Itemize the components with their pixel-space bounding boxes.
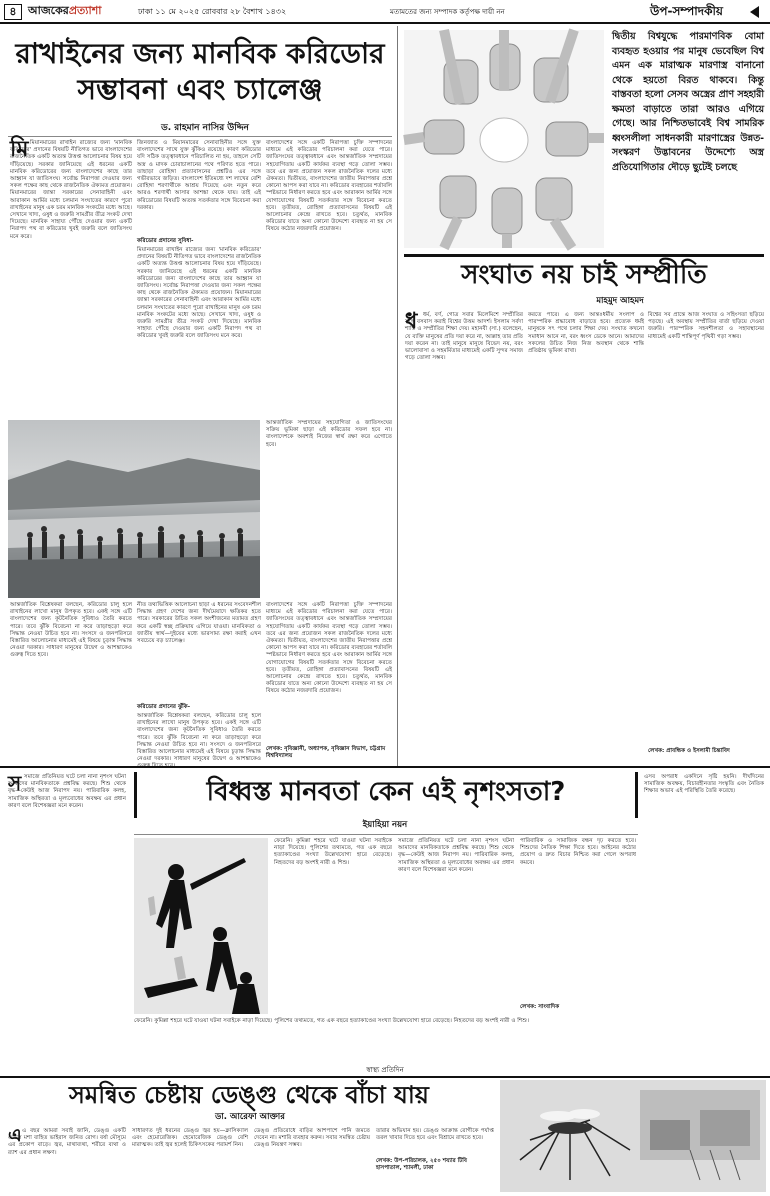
disclaimer: মতামতের জন্য সম্পাদক কর্তৃপক্ষ দায়ী নন <box>390 8 505 16</box>
article1-lower-col2 <box>137 602 261 762</box>
article1-headline-line2: সম্ভাবনা এবং চ্যালেঞ্জ <box>77 73 323 106</box>
article1-byline-rule <box>8 136 392 137</box>
article2-author-note: লেখক: প্রাবন্ধিক ও ইসলামী চিন্তাবিদ <box>648 748 730 754</box>
header-rule <box>0 22 770 24</box>
article3-left-col: সমাজে প্রতিনিয়ত ঘটে চলা নানা নৃশংস ঘটনা আমাদের মানবিকতাকে প্রশ্নবিদ্ধ করছে। শিশু থেকে বৃদ্ধ—কেউই আজ নিরাপদ নয়। পারিবারিক কলহ, সামাজিক অস্থিরতা ও মূল্যবোধের অবক্ষয় এর প্রধান কারণ বলে বিশেষজ্ঞরা মনে করেন। <box>8 774 126 809</box>
article1-lower-col2-text: নীত তথ্যভিত্তিক আলোচনা ছাড়া এ ধরনের সংবেদনশীল সিদ্ধান্ত গ্রহণ দেশের জন্য দীর্ঘমেয়াদে ক্ষতিকর হতে পারে। সরকারের উচিত সকল অংশীজনের মতামত গ্রহণ করে একটি স্বচ্ছ প্রক্রিয়ায় এগিয়ে যাওয়া। মানবিকতা ও জাতীয় স্বার্থ—দুইয়ের মধ্যে ভারসাম্য রক্ষা করাই এখন সবচেয়ে বড় চ্যালেঞ্জ। <box>137 602 261 645</box>
pullquote: দ্বিতীয় বিশ্বযুদ্ধে পারমাণবিক বোমা ব্যবহৃত হওয়ার পর মানুষ ভেবেছিল বিশ্ব এমন এক মারাত্মক মারণাস্ত্র বানানো থেকে হয়তো বিরত থাকবে। কিন্তু বাস্তবতা হলো সেসব অস্ত্রের প্রাণ সহহারী ক্ষমতা বাড়াতে তারা আরও এগিয়ে গেছে। আর নিশ্চিতভাবেই বিশ্ব সামরিক ধ্বংসলীলা সাধনকারী মারণাস্ত্রের উন্নত-সংস্করণ উদ্ভাবনের উদ্দেশ্যে অস্ত্র প্রতিযোগিতার দৌড়ে ছুটেই চলছে <box>612 31 764 173</box>
article1-col2-text: জিনজাত ও মিয়ানমারের সেনাবাহিনীর সঙ্গে যুক্ত বাংলাদেশের সাথে যুক্ত ঝুঁকিও রয়েছে। কারণ করিডোর যদি সঠিক তত্ত্বাবধানে পরিচালিত না হয়, তাহলে সেটি অস্ত্র ও মাদক চোরাচালানের পথে পরিণত হতে পারে। তাছাড়া রোহিঙ্গা প্রত্যাবাসনের প্রশ্নটিও এর সঙ্গে গভীরভাবে জড়িত। বাংলাদেশ ইতিমধ্যে দশ লাখের বেশি রোহিঙ্গা শরণার্থীকে আশ্রয় দিয়েছে এবং নতুন করে আরও শরণার্থী আসার আশঙ্কা থেকে যায়। তাই এই করিডোরের বিষয়টি অত্যন্ত সতর্কতার সঙ্গে বিবেচনা করা দরকার। <box>137 140 261 211</box>
article1-lower-col3: বাংলাদেশের সঙ্গে একটি নিরাপত্তা চুক্তি সম্পাদনের মাধ্যমে এই করিডোর পরিচালনা করা যেতে পারে। জাতিসংঘের তত্ত্বাবধানে এবং আন্তর্জাতিক সম্প্রদায়ের সহযোগিতায় একটি কার্যকর ব্যবস্থা গড়ে তোলা সম্ভব। তবে এর জন্য প্রয়োজন সকল রাজনৈতিক দলের মধ্যে ঐকমত্য। দ্বিতীয়ত, বাংলাদেশের জাতীয় নিরাপত্তার প্রশ্নে কোনো আপস করা যাবে না। করিডোর ব্যবহারের শর্তাবলি স্পষ্টভাবে নির্ধারণ করতে হবে এবং আরাকান আর্মির সঙ্গে যোগাযোগের বিষয়টি সতর্কতার সঙ্গে বিবেচনা করতে হবে। তৃতীয়ত, রোহিঙ্গা প্রত্যাবাসনের বিষয়টি এই আলোচনার কেন্দ্রে রাখতে হবে। চতুর্থত, মানবিক করিডোর যাতে অন্য কোনো উদ্দেশ্যে ব্যবহৃত না হয় সে বিষয়ে কঠোর নজরদারি প্রয়োজন। <box>266 602 392 695</box>
fists-art <box>404 30 604 248</box>
refugee-photo <box>8 420 260 598</box>
article4-col4-text: তারার অভিযান হয়। ডেঙ্গু আক্রান্ত রোগীকে পর্যাপ্ত তরল খাবার দিতে হবে এবং বিশ্রামে রাখতে হবে। <box>376 1128 494 1142</box>
article3-right-col: পারিবারিক ও সামাজিক বন্ধন দৃঢ় করতে হবে। শিশুদের নৈতিক শিক্ষা দিতে হবে। আইনের কঠোর প্রয়োগ ও দ্রুত বিচার নিশ্চিত করা গেলে অপরাধ কমবে। <box>520 838 636 866</box>
article4-headline: সমন্বিত চেষ্টায় ডেঙ্গু থেকে বাঁচা যায় <box>69 1081 429 1109</box>
article1-dropcap: মি <box>10 137 29 162</box>
article1-headline-line1: রাখাইনের জন্য মানবিক করিডোর <box>15 37 385 70</box>
violence-illustration <box>134 838 268 1014</box>
article3-mid-col2: সমাজে প্রতিনিয়ত ঘটে চলা নানা নৃশংস ঘটনা আমাদের মানবিকতাকে প্রশ্নবিদ্ধ করছে। শিশু থেকে বৃদ্ধ—কেউই আজ নিরাপদ নয়। পারিবারিক কলহ, সামাজিক অস্থিরতা ও মূল্যবোধের অবক্ষয় এর প্রধান কারণ বলে বিশেষজ্ঞরা মনে করেন। <box>398 838 514 873</box>
article1-col3: বাংলাদেশের সঙ্গে একটি নিরাপত্তা চুক্তি সম্পাদনের মাধ্যমে এই করিডোর পরিচালনা করা যেতে পারে। জাতিসংঘের তত্ত্বাবধানে এবং আন্তর্জাতিক সম্প্রদায়ের সহযোগিতায় একটি কার্যকর ব্যবস্থা গড়ে তোলা সম্ভব। তবে এর জন্য প্রয়োজন সকল রাজনৈতিক দলের মধ্যে ঐকমত্য। দ্বিতীয়ত, বাংলাদেশের জাতীয় নিরাপত্তার প্রশ্নে কোনো আপস করা যাবে না। করিডোর ব্যবহারের শর্তাবলি স্পষ্টভাবে নির্ধারণ করতে হবে এবং আরাকান আর্মির সঙ্গে যোগাযোগের বিষয়টি সতর্কতার সঙ্গে বিবেচনা করতে হবে। তৃতীয়ত, রোহিঙ্গা প্রত্যাবাসনের বিষয়টি এই আলোচনার কেন্দ্রে রাখতে হবে। চতুর্থত, মানবিক করিডোর যাতে অন্য কোনো উদ্দেশ্যে ব্যবহৃত না হয় সে বিষয়ে কঠোর নজরদারি প্রয়োজন। <box>266 140 392 233</box>
article1-col2-text-b: মিয়ানমারের রাখাইন রাজ্যের জন্য 'মানবিক করিডোর' প্রদানের বিষয়টি নীতিগত ভাবে বাংলাদেশের রাজনৈতিক একটি অত্যন্ত উত্তপ্ত আলোচনার বিষয় হয়ে দাঁড়িয়েছে। সরকার জানিয়েছে এই ধরনের একটি মানবিক করিডোরের জন্য বাংলাদেশের কাছে তার আহ্বান যা জাতিসংঘ। সর্বোচ্চ নিরাপত্তা দেওয়ার জন্য সকল পক্ষের কাছ থেকে রাজনৈতিক ঐক্যমত প্রয়োজন। মিয়ানমারের জান্তা সরকারের সেনাবাহিনী এবং আরাকান আর্মির মধ্যে চলমান সংঘাতের কারণে পুরো রাখাইনের মানুষ এক চরম মানবিক সংকটের মধ্যে আছে। সেখানে খাদ্য, ওষুধ ও জরুরি সামগ্রীর তীব্র সংকট দেখা দিয়েছে। মানবিক সাহায্য পৌঁছে দেওয়ার জন্য একটি নিরাপদ পথ বা করিডোর খুবই জরুরি বলে জাতিসংঘ মনে করে। <box>137 247 261 340</box>
article4-col2: সাধারণত দুই ধরনের ডেঙ্গু জ্বর হয়—ক্লাসিক্যাল এবং হেমোরেজিক। হেমোরেজিক ডেঙ্গু বেশি মারাত্মক। তাই জ্বর হলেই চিকিৎসকের পরামর্শ নিন। <box>132 1128 248 1149</box>
page-number-box <box>4 4 22 20</box>
article4-dropcap: এ <box>8 1125 22 1146</box>
article3-byline: ইয়াহিয়া নয়ন <box>362 820 408 830</box>
masthead-logo <box>28 4 101 18</box>
article1-headline <box>8 36 392 108</box>
article4-byline: ডা. আরেফা আক্তার <box>215 1112 285 1122</box>
article2-col2: করতে পারে। এ জন্য আন্তঃধর্মীয় সংলাপ ও পারস্পরিক শ্রদ্ধাবোধ বাড়াতে হবে। প্রত্যেক ধর্মই মানুষকে সৎ পথে চলার শিক্ষা দেয়। সংঘাত কখনো সমাধান আনে না, বরং ধ্বংস ডেকে আনে। আমাদের সকলের উচিত নিজ নিজ অবস্থান থেকে শান্তি প্রতিষ্ঠায় ভূমিকা রাখা। <box>528 312 644 355</box>
logo-left: আজকের <box>28 4 69 17</box>
violence-art <box>134 838 268 1014</box>
article3-far-right-col: এসব অপরাধ একদিনে সৃষ্টি হয়নি। দীর্ঘদিনের সামাজিক অবক্ষয়, বিচারহীনতার সংস্কৃতি এবং নৈতিক শিক্ষার অভাব এই পরিস্থিতি তৈরি করেছে। <box>644 774 764 795</box>
article1-author-note: লেখক: নৃবিজ্ঞানী, অধ্যাপক, নৃবিজ্ঞান বিভাগ, চট্টগ্রাম বিশ্ববিদ্যালয় <box>266 746 386 759</box>
article3-dropcap: স <box>8 771 22 795</box>
article2-dropcap: ধ <box>405 309 418 334</box>
page-number: ৪ <box>9 5 17 18</box>
dengue-photo <box>500 1080 766 1192</box>
refugee-photo-art <box>8 420 260 598</box>
article1-col1: মিয়ানমারের রাখাইন রাজ্যের জন্য 'মানবিক করিডোর' প্রদানের বিষয়টি নীতিগত ভাবে বাংলাদেশের রাজনৈতিক একটি অত্যন্ত উত্তপ্ত আলোচনার বিষয় হয়ে দাঁড়িয়েছে। সরকার জানিয়েছে এই ধরনের একটি মানবিক করিডোরের জন্য বাংলাদেশের কাছে তার আহ্বান যা জাতিসংঘ। সর্বোচ্চ নিরাপত্তা দেওয়ার জন্য সকল পক্ষের কাছ থেকে রাজনৈতিক ঐক্যমত প্রয়োজন। মিয়ানমারের জান্তা সরকারের সেনাবাহিনী এবং আরাকান আর্মির মধ্যে চলমান সংঘাতের কারণে পুরো রাখাইনের মানুষ এক চরম মানবিক সংকটের মধ্যে আছে। সেখানে খাদ্য, ওষুধ ও জরুরি সামগ্রীর তীব্র সংকট দেখা দিয়েছে। মানবিক সাহায্য পৌঁছে দেওয়ার জন্য একটি নিরাপদ পথ বা করিডোর খুবই জরুরি বলে জাতিসংঘ মনে করে। <box>10 140 132 240</box>
page-header <box>0 0 770 22</box>
mid-rule <box>0 766 770 768</box>
article3-author-note: লেখক: সাংবাদিক <box>520 1004 560 1010</box>
article2-col3: বিশ্বের সব প্রান্তে আজ সংঘাত ও সহিংসতা ছড়িয়ে পড়ছে। এই অবস্থায় সম্প্রীতির বার্তা ছড়িয়ে দেওয়া জরুরি। পারস্পরিক সহনশীলতা ও সহাবস্থানের মাধ্যমেই একটি শান্তিপূর্ণ পৃথিবী গড়া সম্ভব। <box>648 312 764 340</box>
article1-lower-col1: আন্তর্জাতিক বিশ্লেষকরা বলছেন, করিডোর চালু হলে রাখাইনের লাখো মানুষ উপকৃত হবে। একই সঙ্গে এটি বাংলাদেশের জন্য কূটনৈতিক সুবিধাও তৈরি করতে পারে। তবে ঝুঁকি বিবেচনা না করে তাড়াহুড়ো করে সিদ্ধান্ত নেওয়া উচিত হবে না। সংসদে ও জনপরিসরে বিস্তারিত আলোচনার মাধ্যমেই এই বিষয়ে চূড়ান্ত সিদ্ধান্ত নেওয়া দরকার। সাধারণ মানুষের উদ্বেগ ও আশঙ্কাকেও গুরুত্ব দিতে হবে। <box>10 602 132 659</box>
article1-lower-col2-subhead: করিডোর প্রদানের ঝুঁকি- <box>137 704 191 710</box>
article1-col2-subhead: করিডোর প্রদানের সুবিধা- <box>137 238 194 244</box>
article1-photo-side: আন্তর্জাতিক সম্প্রদায়ের সহযোগিতা ও জাতিসংঘের সক্রিয় ভূমিকা ছাড়া এই করিডোর সফল হবে না। বাংলাদেশকে অবশ্যই নিজের স্বার্থ রক্ষা করে এগোতে হবে। <box>266 420 392 448</box>
section-title: উপ-সম্পাদকীয় <box>650 4 723 18</box>
article2-headline-box <box>404 254 764 294</box>
article1-byline: ড. রাহমান নাসির উদ্দিন <box>161 123 249 133</box>
vertical-divider <box>397 26 398 766</box>
article1-lower-col2-text-b: আন্তর্জাতিক বিশ্লেষকরা বলছেন, করিডোর চালু হলে রাখাইনের লাখো মানুষ উপকৃত হবে। একই সঙ্গে এটি বাংলাদেশের জন্য কূটনৈতিক সুবিধাও তৈরি করতে পারে। তবে ঝুঁকি বিবেচনা না করে তাড়াহুড়ো করে সিদ্ধান্ত নেওয়া উচিত হবে না। সংসদে ও জনপরিসরে বিস্তারিত আলোচনার মাধ্যমেই এই বিষয়ে চূড়ান্ত সিদ্ধান্ত নেওয়া দরকার। সাধারণ মানুষের উদ্বেগ ও আশঙ্কাকেও <box>137 713 261 763</box>
article3-byline-rule <box>134 834 638 835</box>
fists-photo <box>404 30 604 248</box>
article3-headline: বিধ্বস্ত মানবতা কেন এই নৃশংসতা? <box>206 777 566 807</box>
article4-col3: ডেঙ্গু প্রতিরোধে বাড়ির আশপাশে পানি জমতে দেবেন না। মশারি ব্যবহার করুন। সবার সমন্বিত চেষ্টায় ডেঙ্গু নিয়ন্ত্রণ সম্ভব। <box>254 1128 370 1149</box>
article3-headline-box <box>134 772 638 818</box>
article3-bottom-row: ফেরেনি। কুমিল্লা শহরে ঘটে যাওয়া ঘটনা সবাইকে নাড়া দিয়েছে। পুলিশের তথ্যমতে, গত এক বছরে হত্যাকাণ্ডের সংখ্যা উল্লেখযোগ্য হারে বেড়েছে। নিহতদের বড় অংশই নারী ও শিশু। <box>134 1018 530 1024</box>
logo-right: প্রত্যাশা <box>68 4 102 17</box>
article2-col1: ধর্ম, বর্ণ, গোত্র সবার মিলেমিশে সম্প্রীতির সঙ্গে বসবাস করাই বিশ্বের উত্তম আদর্শ। ইসলাম সর্বদা শান্তি ও সম্প্রীতির শিক্ষা দেয়। মহানবী (সা.) বলেছেন, যে ব্যক্তি মানুষের প্রতি দয়া করে না, আল্লাহ তার প্রতি দয়া করেন না। তাই মানুষে মানুষে বিভেদ নয়, বরং ভালোবাসা ও সহমর্মিতার মাধ্যমেই একটি সুন্দর সমাজ গড়ে তোলা সম্ভব। <box>405 312 523 362</box>
article2-headline: সংঘাত নয় চাই সম্প্রীতি <box>461 260 707 290</box>
article2-byline: মাহমুদ আহমদ <box>596 296 644 306</box>
article4-col4 <box>376 1128 494 1192</box>
article4-kicker: স্বাস্থ্য প্রতিদিন <box>366 1066 404 1074</box>
article3-mid-col1: ফেরেনি। কুমিল্লা শহরে ঘটে যাওয়া ঘটনা সবাইকে নাড়া দিয়েছে। পুলিশের তথ্যমতে, গত এক বছরে হত্যাকাণ্ডের সংখ্যা উল্লেখযোগ্য হারে বেড়েছে। নিহতদের বড় অংশই নারী ও শিশু। <box>274 838 392 866</box>
article4-top-rule <box>0 1076 770 1078</box>
article1-col2 <box>137 140 261 418</box>
article4-col1: এ বছর আমরা সবাই জানি, ডেঙ্গু একটি এডিস মশা বাহিত ভাইরাস জনিত রোগ। বর্ষা মৌসুমে এর প্রকোপ বাড়ে। জ্বর, মাথাব্যথা, শরীরে ব্যথা ও র‍্যাশ এর প্রধান লক্ষণ। <box>8 1128 126 1156</box>
section-arrow-icon <box>750 6 759 18</box>
article4-author-note: লেখক: উপ-পরিচালক, ২৫০ শয্যার টিবি হাসপাতাল, শ্যামলী, ঢাকা <box>376 1158 467 1171</box>
dengue-art <box>500 1080 766 1192</box>
dateline: ঢাকা ১১ মে ২০২৫ রোববার ২৮ বৈশাখ ১৪৩২ <box>138 7 287 16</box>
